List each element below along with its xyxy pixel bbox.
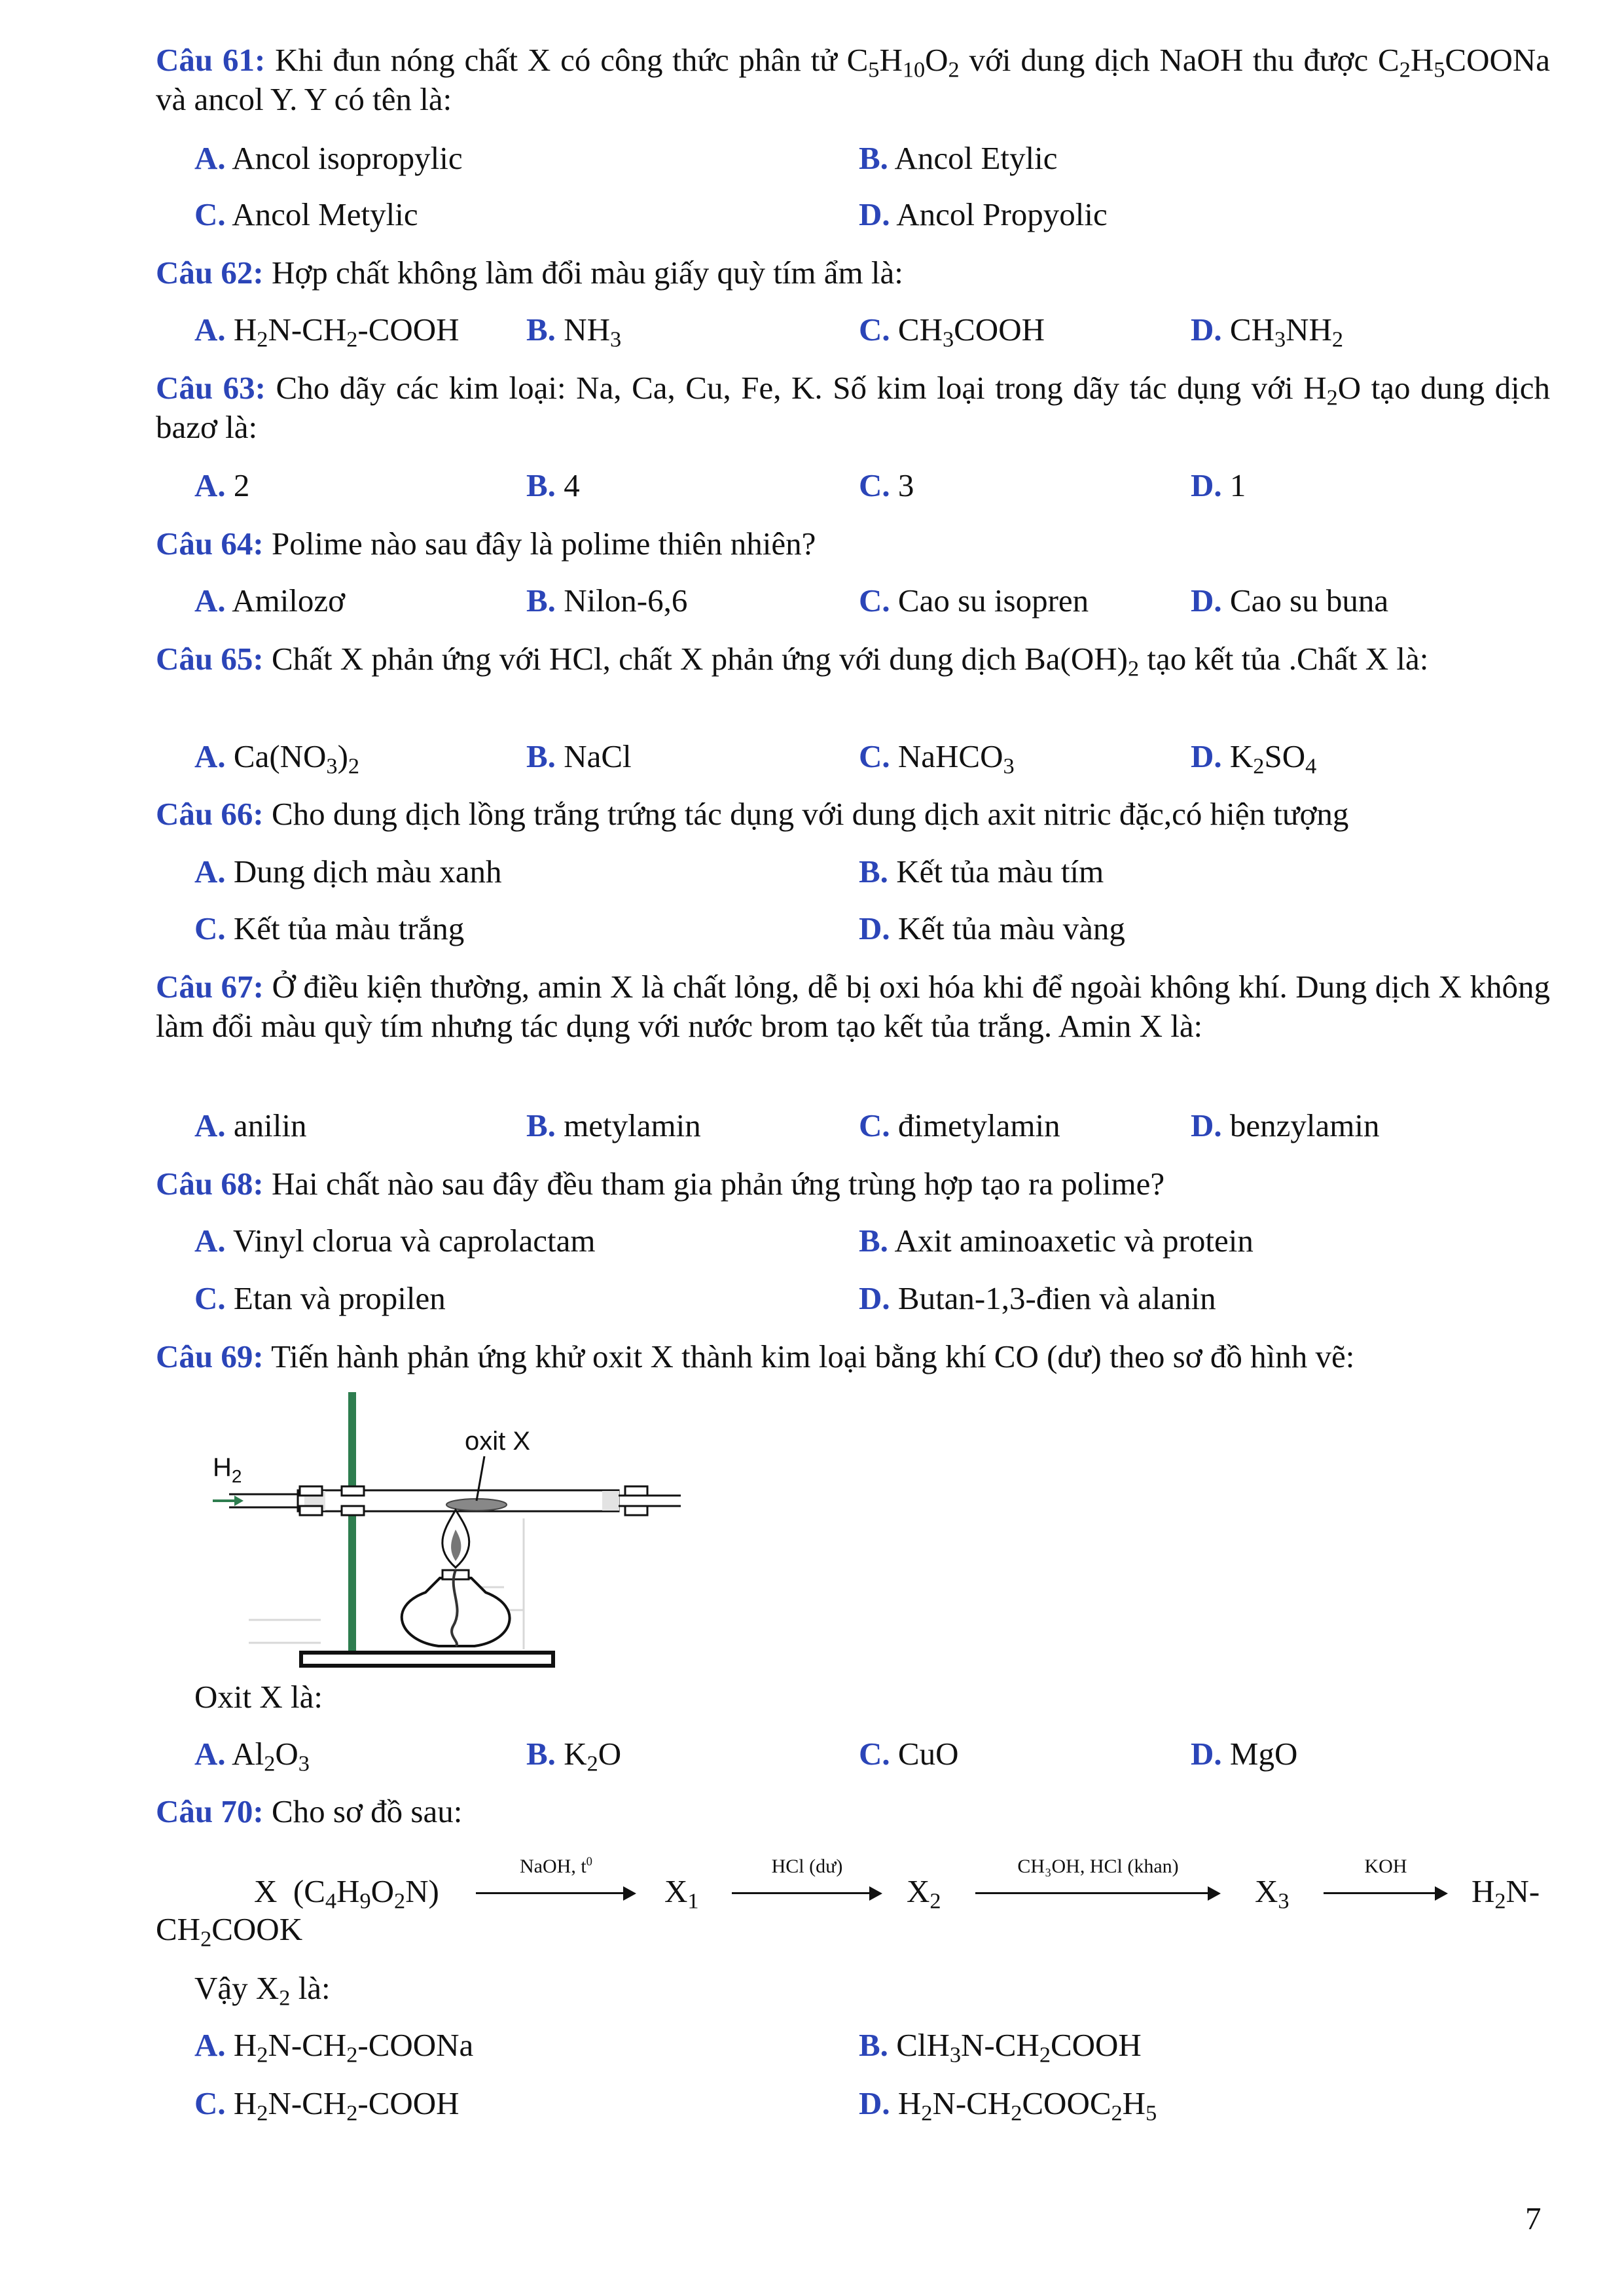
- page-number: 7: [1525, 2200, 1542, 2236]
- question-68-stem: Câu 68: Hai chất nào sau đây đều tham gia phản ứng trùng hợp tạo ra polime?: [156, 1166, 1165, 1202]
- oxide-label: oxit X: [465, 1427, 531, 1456]
- option-a[interactable]: A. $Ca(NO_3)_2$: [194, 738, 360, 779]
- arrow-step-4: KOH: [1324, 1871, 1448, 1910]
- option-d[interactable]: D. Ancol Propyolic: [859, 196, 1108, 232]
- arrow-step-3: CH₃OH, HCl (khan): [975, 1871, 1221, 1910]
- option-c[interactable]: C. CuO: [859, 1736, 959, 1772]
- scheme-end-cont: $CH_2COOK$: [156, 1911, 303, 1952]
- question-number: Câu 65:: [156, 641, 264, 677]
- question-64-stem: Câu 64: Polime nào sau đây là polime thiên nhiên?: [156, 526, 816, 562]
- question-number: Câu 63:: [156, 370, 266, 406]
- scheme-end: $H_2N-$: [1471, 1873, 1540, 1914]
- option-c[interactable]: C. $H_2N-CH_2$-COOH: [194, 2085, 460, 2126]
- option-a[interactable]: A. 2: [194, 467, 250, 503]
- scheme-x2: $X_2$: [907, 1873, 941, 1914]
- question-number: Câu 61:: [156, 42, 266, 78]
- h2-label: H: [213, 1453, 232, 1482]
- option-d[interactable]: D. MgO: [1191, 1736, 1298, 1772]
- question-69-prompt: Oxit X là:: [194, 1679, 323, 1715]
- option-a[interactable]: A. Ancol isopropylic: [194, 140, 463, 176]
- svg-text:H2: $H_2$: [213, 1453, 242, 1486]
- reduction-apparatus-figure: [196, 1384, 694, 1672]
- option-b[interactable]: B. NaCl: [526, 738, 632, 774]
- question-61-stem: Câu 61: Khi đun nóng chất X có công thức phân tử $C_5H_{10}O_2$ với dung dịch NaOH thu được $C_2H_5COONa$ và ancol Y. Y có tên là:: [156, 42, 1550, 117]
- alcohol-lamp: [402, 1578, 510, 1646]
- option-c[interactable]: C. $CH_3COOH$: [859, 312, 1045, 352]
- scheme-x3: $X_3$: [1255, 1873, 1290, 1914]
- stand-base: [301, 1653, 553, 1666]
- question-69-stem: Câu 69: Tiến hành phản ứng khử oxit X thành kim loại bằng khí CO (dư) theo sơ đồ hình vẽ:: [156, 1338, 1355, 1374]
- arrow-step-1: NaOH, $t^0$: [476, 1871, 636, 1910]
- option-c[interactable]: C. đimetylamin: [859, 1107, 1060, 1143]
- clamp: [342, 1486, 364, 1496]
- clamp: [300, 1506, 322, 1515]
- clamp: [625, 1506, 647, 1515]
- option-d[interactable]: D. $K_2SO_4$: [1191, 738, 1317, 779]
- option-d[interactable]: D. Butan-1,3-đien và alanin: [859, 1280, 1216, 1316]
- option-c[interactable]: C. 3: [859, 467, 914, 503]
- option-c[interactable]: C. Ancol Metylic: [194, 196, 418, 232]
- question-number: Câu 67:: [156, 969, 264, 1005]
- option-d[interactable]: D. benzylamin: [1191, 1107, 1380, 1143]
- option-d[interactable]: D. Kết tủa màu vàng: [859, 910, 1125, 946]
- option-d[interactable]: D. Cao su buna: [1191, 583, 1389, 619]
- option-b[interactable]: B. Nilon-6,6: [526, 583, 688, 619]
- question-70-prompt: Vậy $X_2$ là:: [194, 1970, 331, 2011]
- option-d[interactable]: D. $CH_3NH_2$: [1191, 312, 1344, 352]
- option-b[interactable]: B. Kết tủa màu tím: [859, 853, 1104, 889]
- question-number: Câu 66:: [156, 796, 264, 832]
- option-c[interactable]: C. Etan và propilen: [194, 1280, 446, 1316]
- clamp: [300, 1486, 322, 1496]
- option-b[interactable]: B. $K_2O$: [526, 1736, 622, 1776]
- question-65-stem: Câu 65: Chất X phản ứng với HCl, chất X phản ứng với dung dịch $Ba(OH)_2$ tạo kết tủa .Chất X là:: [156, 641, 1429, 681]
- question-67-stem: Câu 67: Ở điều kiện thường, amin X là chất lỏng, dễ bị oxi hóa khi để ngoài không khí. Dung dịch X không làm đổi màu quỳ tím nhưng tác dụng với nước brom tạo kết tủa trắng. Amin X là:: [156, 969, 1550, 1044]
- option-c[interactable]: C. Cao su isopren: [859, 583, 1089, 619]
- option-a[interactable]: A. $H_2N-CH_2$-COONa: [194, 2027, 474, 2068]
- option-b[interactable]: B. 4: [526, 467, 580, 503]
- question-number: Câu 70:: [156, 1793, 264, 1829]
- question-number: Câu 68:: [156, 1166, 264, 1202]
- option-b[interactable]: B. Axit aminoaxetic và protein: [859, 1223, 1254, 1259]
- option-c[interactable]: C. NaHCO$_3$: [859, 738, 1015, 779]
- question-63-stem: Câu 63: Cho dãy các kim loại: Na, Ca, Cu, Fe, K. Số kim loại trong dãy tác dụng với $H_2O$ tạo dung dịch bazơ là:: [156, 370, 1550, 445]
- option-a[interactable]: A. anilin: [194, 1107, 307, 1143]
- question-70-stem: Câu 70: Cho sơ đồ sau:: [156, 1793, 463, 1829]
- option-a[interactable]: A. Dung dịch màu xanh: [194, 853, 502, 889]
- option-a[interactable]: A. Vinyl clorua và caprolactam: [194, 1223, 596, 1259]
- option-b[interactable]: B. Ancol Etylic: [859, 140, 1058, 176]
- question-number: Câu 62:: [156, 255, 264, 291]
- scheme-x: X $(C_4H_9O_2N)$: [254, 1873, 439, 1914]
- option-b[interactable]: B. $ClH_3N-CH_2COOH$: [859, 2027, 1142, 2068]
- option-d[interactable]: D. $H_2N-CH_2COOC_2H_5$: [859, 2085, 1157, 2126]
- question-66-stem: Câu 66: Cho dung dịch lồng trắng trứng tác dụng với dung dịch axit nitric đặc,có hiện tượng: [156, 796, 1349, 832]
- question-number: Câu 69:: [156, 1338, 264, 1374]
- option-a[interactable]: A. $Al_2O_3$: [194, 1736, 310, 1776]
- question-number: Câu 64:: [156, 526, 264, 562]
- option-d[interactable]: D. 1: [1191, 467, 1246, 503]
- option-b[interactable]: B. metylamin: [526, 1107, 701, 1143]
- scheme-x1: $X_1$: [664, 1873, 699, 1914]
- clamp: [342, 1506, 364, 1515]
- clamp: [625, 1486, 647, 1496]
- option-b[interactable]: B. $NH_3$: [526, 312, 622, 352]
- option-a[interactable]: A. Amilozơ: [194, 583, 346, 619]
- stand-rod: [348, 1392, 356, 1659]
- option-c[interactable]: C. Kết tủa màu trắng: [194, 910, 465, 946]
- question-62-stem: Câu 62: Hợp chất không làm đổi màu giấy quỳ tím ẩm là:: [156, 255, 903, 291]
- arrow-step-2: HCl (dư): [732, 1871, 882, 1910]
- option-a[interactable]: A. $H_2N-CH_2$-COOH: [194, 312, 460, 352]
